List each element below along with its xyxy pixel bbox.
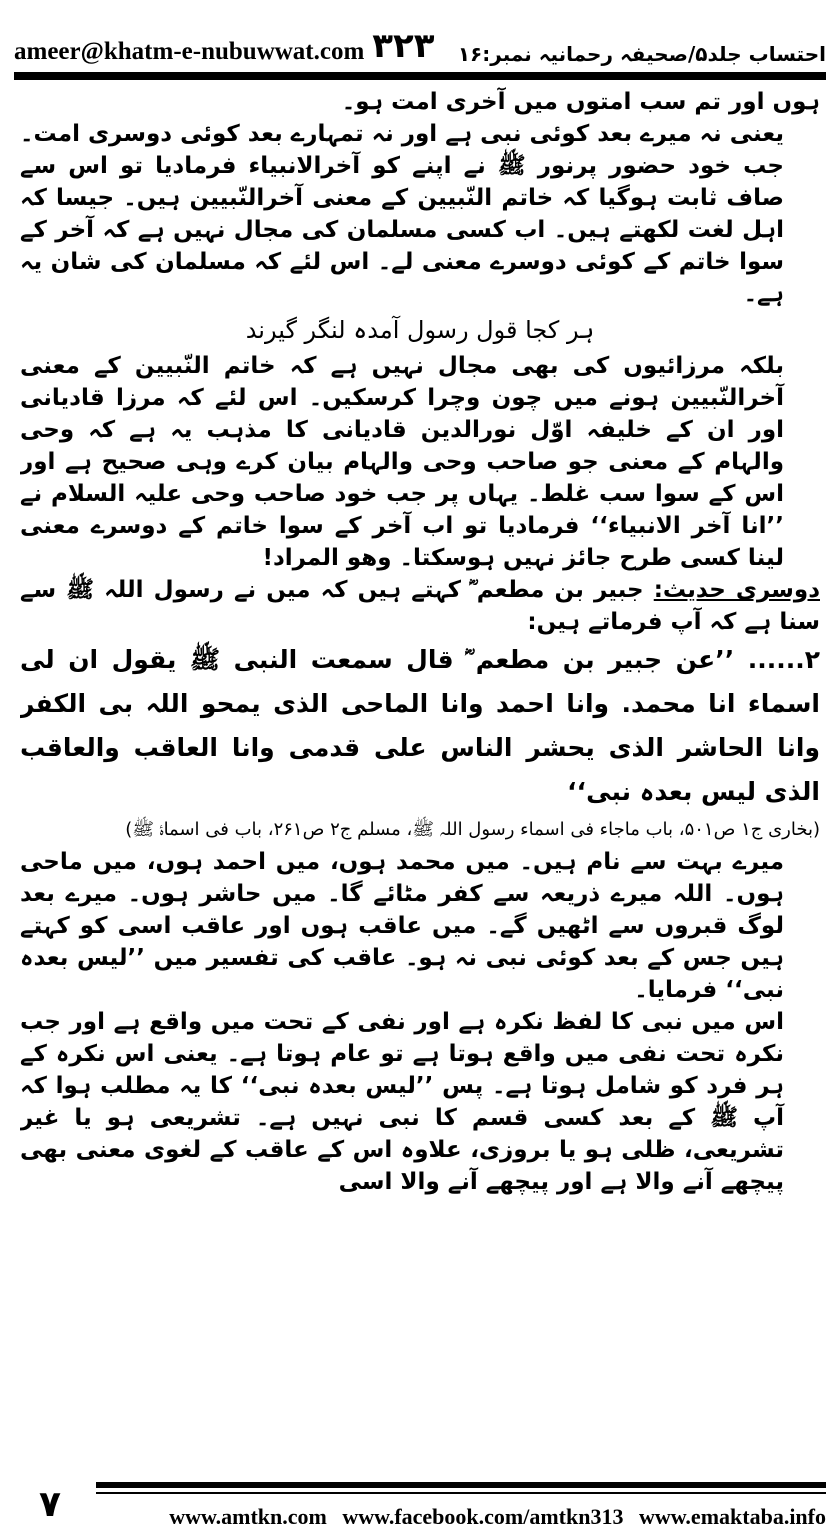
paragraph-4: میرے بہت سے نام ہیں۔ میں محمد ہوں، میں احمد ہوں، میں ماحی ہوں۔ اللہ میرے ذریعہ سے کفر مٹائے گا۔ میں حاشر ہوں۔ میرے بعد لوگ قبروں سے اٹھیں گے۔ میں عاقب ہوں اور عاقب اسی کو کہتے ہیں جس کے بعد کوئی نبی نہ ہو۔ عاقب کی تفسیر میں ’’لیس بعدہ نبی‘‘ فرمایا۔ xyxy=(20,849,784,1003)
header-email[interactable]: ameer@khatm-e-nubuwwat.com xyxy=(14,38,365,65)
footer-rule-thin xyxy=(96,1492,826,1494)
paragraph-3: بلکہ مرزائیوں کی بھی مجال نہیں ہے کہ خاتم النّبیین کے معنی آخرالنّبیین ہونے میں چون وچرا کرسکیں۔ اس لئے کہ مرزا قادیانی اور ان کے خلیفہ اوّل نورالدین قادیانی کا مذہب یہ ہے کہ وحی والہام کے معنی جو صاحب وحی والہام بیان کرے وہی صحیح ہے اور اس کے سوا سب غلط۔ یہاں پر جب خود صاحب وحی علیہ السلام نے ’’انا آخر الانبیاء‘‘ فرمادیا تو اب آخر کے سوا خاتم کے دوسرے معنی لینا کسی طرح جائز نہیں ہوسکتا۔ وھو المراد! xyxy=(20,353,784,571)
hadith-intro-paragraph xyxy=(20,574,820,638)
header-title: احتساب جلد۵/صحیفہ رحمانیہ نمبر:۱۶ xyxy=(457,42,826,66)
hadith-reference: (بخاری ج۱ ص۵۰۱، باب ماجاء فی اسماء رسول اللہ ﷺ، مسلم ج۲ ص۲۶۱، باب فی اسماۂ ﷺ) xyxy=(125,819,820,840)
hadith-intro: جبیر بن مطعم ؓ کہتے ہیں کہ میں نے رسول اللہ ﷺ سے سنا ہے کہ آپ فرماتے ہیں: xyxy=(20,577,820,635)
footer-rule-thick xyxy=(96,1482,826,1488)
persian-verse: ہر کجا قول رسول آمدہ لنگر گیرند xyxy=(245,316,595,344)
footer-links xyxy=(100,1500,826,1534)
page-number: ۳۲۳ xyxy=(372,26,435,66)
footer-link-amtkn[interactable]: www.amtkn.com xyxy=(169,1504,327,1529)
header-left xyxy=(14,26,435,66)
arabic-hadith: ۲...... ’’عن جبیر بن مطعم ؓ قال سمعت النبی ﷺ یقول ان لی اسماء انا محمد. وانا احمد وانا الماحی الذی یمحو اللہ بی الکفر وانا الحاشر الذی یحشر الناس علی قدمی وانا العاقب والعاقب الذی لیس بعدہ نبی‘‘ xyxy=(20,645,820,806)
paragraph-5: اس میں نبی کا لفظ نکرہ ہے اور نفی کے تحت میں واقع ہے اور جب نکرہ تحت نفی میں واقع ہوتا ہے تو عام ہوتا ہے۔ یعنی اس نکرہ کے ہر فرد کو شامل ہوتا ہے۔ پس ’’لیس بعدہ نبی‘‘ کا یہ مطلب ہوا کہ آپ ﷺ کے بعد کسی قسم کا نبی نہیں ہے۔ تشریعی ہو یا غیر تشریعی، ظلی ہو یا بروزی، علاوہ اس کے عاقب کے لغوی معنی بھی پیچھے آنے والا ہے اور پیچھے آنے والا اسی xyxy=(20,1009,784,1195)
footer-link-facebook[interactable]: www.facebook.com/amtkn313 xyxy=(342,1504,624,1529)
header-rule xyxy=(14,72,826,80)
paragraph-2: یعنی نہ میرے بعد کوئی نبی ہے اور نہ تمہارے بعد کوئی دوسری امت۔ جب خود حضور پرنور ﷺ نے اپنے کو آخرالانبیاء فرمادیا تو اس سے صاف ثابت ہوگیا کہ خاتم النّبیین کے معنی آخرالنّبیین ہیں۔ جیسا کہ اہل لغت لکھتے ہیں۔ اب کسی مسلمان کی مجال نہیں ہے کہ آخر کے سوا خاتم کے کوئی دوسرے معنی لے۔ اس لئے کہ مسلمان کی شان یہ ہے۔ xyxy=(20,121,784,307)
page-body xyxy=(20,86,820,1476)
hadith-heading: دوسری حدیث: xyxy=(653,577,820,603)
footer-page-marker: ۷ xyxy=(39,1484,61,1525)
paragraph-1: ہوں اور تم سب امتوں میں آخری امت ہو۔ xyxy=(341,89,820,115)
footer-link-emaktaba[interactable]: www.emaktaba.info xyxy=(638,1504,826,1529)
page-header xyxy=(14,14,826,66)
